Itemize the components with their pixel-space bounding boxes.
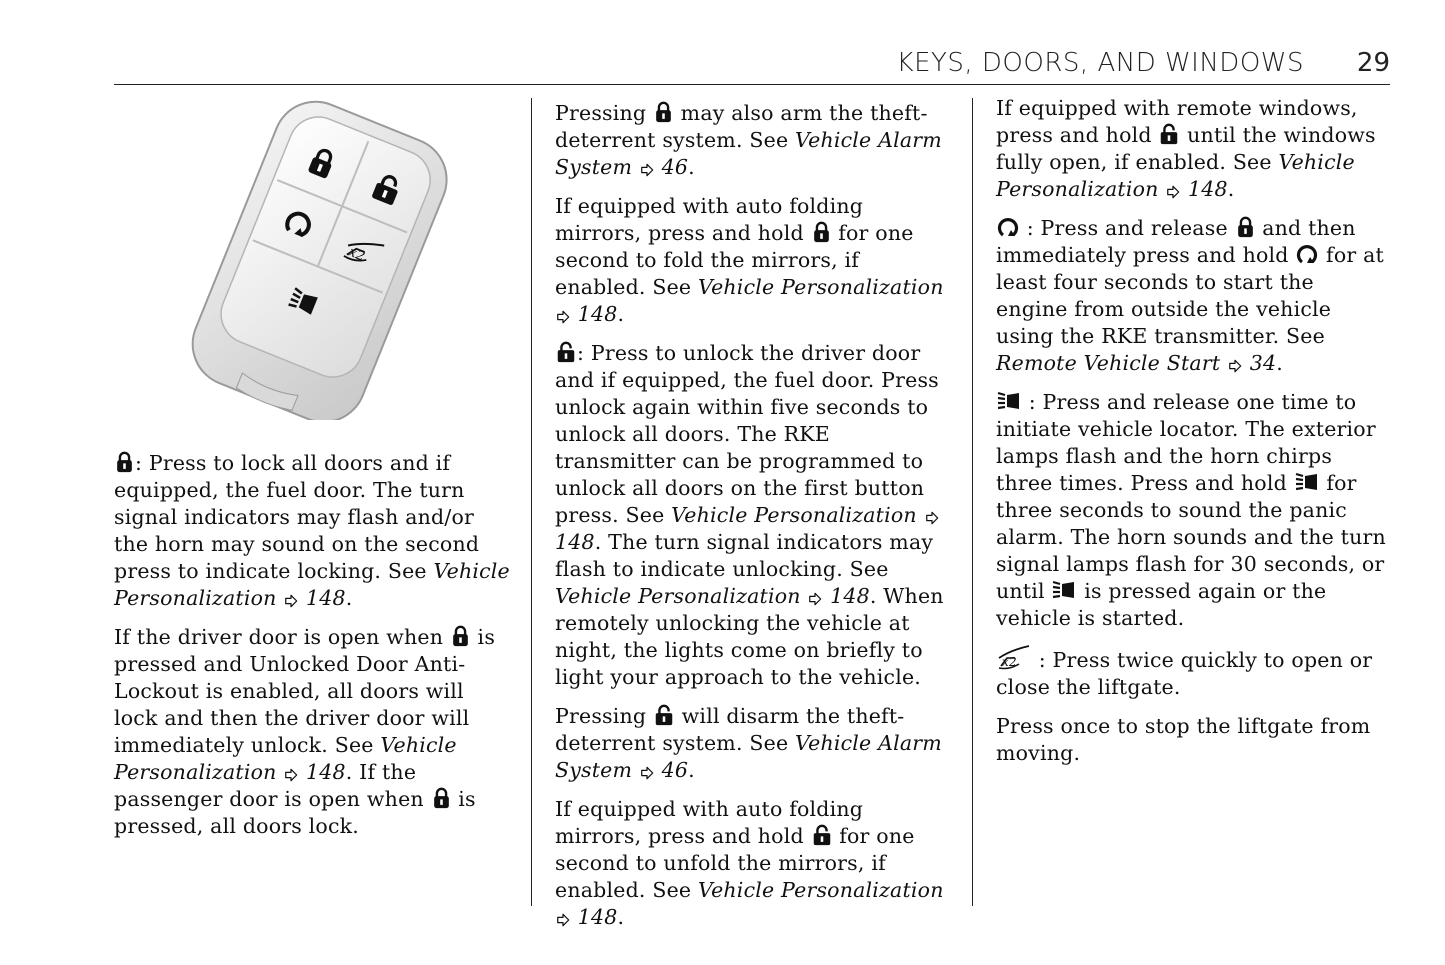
paragraph-arm-theft: Pressing may also arm the theft-deterrent system. See Vehicle Alarm System 46. <box>555 101 942 179</box>
paragraph-liftgate: : Press twice quickly to open or close the liftgate. <box>996 644 1391 701</box>
unlock-icon <box>654 704 674 726</box>
cross-reference[interactable]: Vehicle Personalization <box>114 733 457 784</box>
column-divider <box>972 98 973 906</box>
column-3 <box>996 95 1391 779</box>
unlock-icon <box>556 341 576 363</box>
reference-arrow-icon <box>284 768 298 782</box>
vehicle-locator-icon <box>1295 471 1319 493</box>
cross-reference[interactable]: Vehicle Alarm System <box>555 731 942 782</box>
cross-reference[interactable]: Vehicle Personalization <box>114 559 510 610</box>
reference-arrow-icon <box>556 913 570 927</box>
remote-start-icon <box>997 216 1019 238</box>
column-1 <box>114 450 514 852</box>
lock-icon <box>1236 216 1255 238</box>
unlock-icon <box>1159 123 1179 145</box>
lock-icon <box>115 451 134 473</box>
column-divider <box>531 98 532 906</box>
cross-reference[interactable]: Remote Vehicle Start <box>996 351 1221 375</box>
remote-start-icon <box>1296 243 1318 265</box>
reference-arrow-icon <box>1228 359 1242 373</box>
paragraph-lock: : Press to lock all doors and if equipped, the fuel door. The turn signal indicators may flash and/or the horn may sound on the second press to indicate locking. See Vehicle Personalization 148. <box>114 451 510 610</box>
reference-arrow-icon <box>556 310 570 324</box>
vehicle-locator-icon <box>1052 579 1076 601</box>
page-number: 29 <box>1356 48 1390 78</box>
column-2 <box>555 100 955 943</box>
paragraph-liftgate-stop: Press once to stop the liftgate from moving. <box>996 714 1371 765</box>
liftgate-icon <box>997 644 1031 670</box>
paragraph-vehicle-locator: : Press and release one time to initiate vehicle locator. The exterior lamps flash and the horn chirps three times. Press and hold for three seconds to sound the panic alarm. The horn sounds and the turn signal lamps flash for 30 seconds, or until is pressed again or the vehicle is started. <box>996 390 1386 630</box>
lock-icon <box>812 221 831 243</box>
unlock-icon <box>812 824 832 846</box>
reference-arrow-icon <box>1166 185 1180 199</box>
cross-reference[interactable]: Vehicle Personalization <box>555 584 801 608</box>
lock-icon <box>451 625 470 647</box>
section-title: KEYS, DOORS, AND WINDOWS <box>896 48 1304 78</box>
cross-reference[interactable]: Vehicle Personalization <box>697 275 944 299</box>
reference-arrow-icon <box>284 594 298 608</box>
paragraph-fold-mirrors: If equipped with auto folding mirrors, press and hold for one second to fold the mirrors, if enabled. See Vehicle Personalization 148. <box>555 194 944 326</box>
cross-reference[interactable]: Vehicle Alarm System <box>555 128 942 179</box>
paragraph-anti-lockout: If the driver door is open when is pressed and Unlocked Door Anti-Lockout is enabled, all doors will lock and then the driver door will immediately unlock. See Vehicle Personalization 148. If the passenger door is open when is pressed, all doors lock. <box>114 625 496 838</box>
vehicle-locator-icon <box>997 390 1021 412</box>
cross-reference[interactable]: Vehicle Personalization <box>697 878 944 902</box>
key-fob-illustration <box>150 100 480 420</box>
reference-arrow-icon <box>640 766 654 780</box>
cross-reference[interactable]: Vehicle Personalization <box>671 503 917 527</box>
paragraph-unfold-mirrors: If equipped with auto folding mirrors, press and hold for one second to unfold the mirrors, if enabled. See Vehicle Personalization 148. <box>555 797 944 929</box>
lock-icon <box>432 787 451 809</box>
paragraph-disarm-theft: Pressing will disarm the theft-deterrent system. See Vehicle Alarm System 46. <box>555 704 942 782</box>
paragraph-remote-start: : Press and release and then immediately press and hold for at least four seconds to start the engine from outside the vehicle using the RKE transmitter. See Remote Vehicle Start 34. <box>996 216 1384 375</box>
reference-arrow-icon <box>808 592 822 606</box>
reference-arrow-icon <box>925 511 939 525</box>
paragraph-remote-windows: If equipped with remote windows, press and hold until the windows fully open, if enabled. See Vehicle Personalization 148. <box>996 96 1376 201</box>
page-header <box>114 46 1390 85</box>
cross-reference[interactable]: Vehicle Personalization <box>996 150 1355 201</box>
paragraph-unlock: : Press to unlock the driver door and if equipped, the fuel door. Press unlock again within five seconds to unlock all doors. The RKE transmitter can be programmed to unlock all doors on the first button press. See Vehicle Personalization 148. The turn signal indicators may flash to indicate unlocking. See Vehicle Personalization 148. When remotely unlocking the vehicle at night, the lights come on briefly to light your approach to the vehicle. <box>555 341 944 689</box>
lock-icon <box>654 101 673 123</box>
reference-arrow-icon <box>640 163 654 177</box>
